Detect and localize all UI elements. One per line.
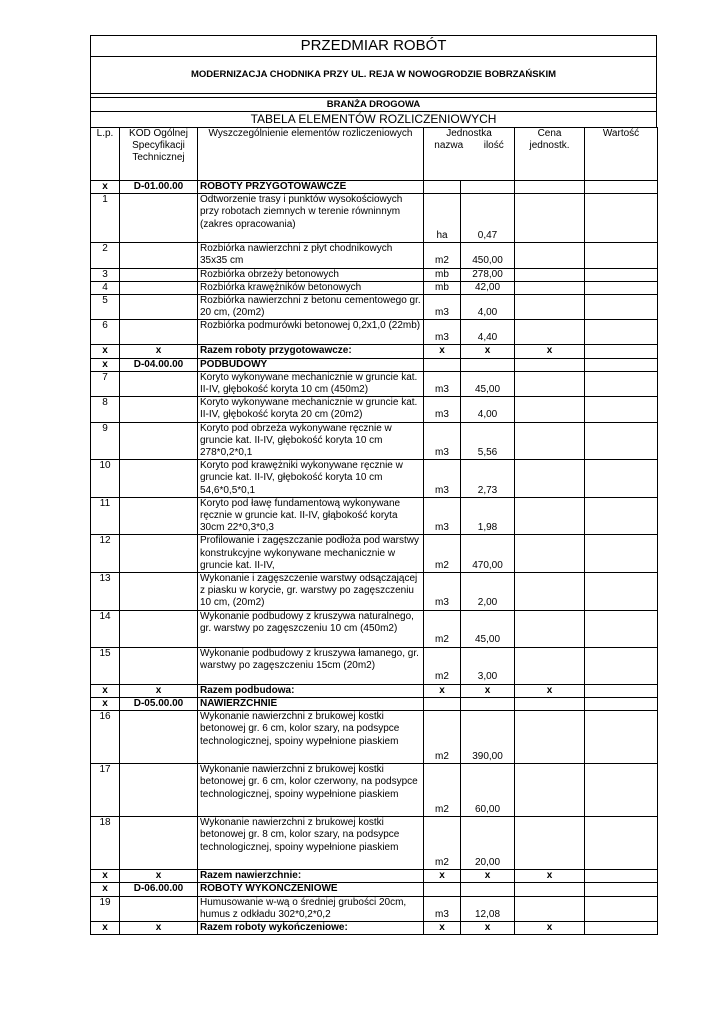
price-cell — [515, 194, 585, 243]
col-lp-header: L.p. — [91, 128, 120, 181]
table-row — [91, 268, 658, 281]
qty-cell: 2,73 — [461, 460, 515, 498]
section-title: NAWIERZCHNIE — [198, 697, 424, 710]
lp-cell: 19 — [91, 896, 120, 921]
description-cell: Wykonanie nawierzchni z brukowej kostki betonowej gr. 6 cm, kolor szary, na podsypce technologicznej, spoiny wypełnione piaskiem — [198, 711, 424, 764]
table-row — [91, 497, 658, 535]
unit-cell: m3 — [424, 397, 461, 422]
table-row — [91, 610, 658, 647]
summary-row — [91, 684, 658, 697]
unit-cell: m2 — [424, 711, 461, 764]
unit-cell: m2 — [424, 764, 461, 817]
unit-cell: m3 — [424, 320, 461, 345]
table-row — [91, 371, 658, 396]
price-cell — [515, 358, 585, 371]
lp-cell: 17 — [91, 764, 120, 817]
value-cell — [585, 697, 658, 710]
description-cell: Koryto wykonywane mechanicznie w gruncie kat. II-IV, głębokość koryta 10 cm (450m2) — [198, 371, 424, 396]
description-cell: Wykonanie podbudowy z kruszywa łamanego, gr. warstwy po zagęszczeniu 15cm (20m2) — [198, 647, 424, 684]
table-row — [91, 573, 658, 611]
lp-cell: 6 — [91, 320, 120, 345]
description-cell: Humusowanie w-wą o średniej grubości 20cm, humus z odkładu 302*0,2*0,2 — [198, 896, 424, 921]
value-cell — [585, 684, 658, 697]
price-cell — [515, 268, 585, 281]
lp-cell: 2 — [91, 243, 120, 268]
lp-cell: 12 — [91, 535, 120, 573]
description-cell: Rozbiórka nawierzchni z betonu cementowego gr. 20 cm, (20m2) — [198, 295, 424, 320]
kod-cell: D-05.00.00 — [120, 697, 198, 710]
project-name: MODERNIZACJA CHODNIKA PRZY UL. REJA W NOWOGRODZIE BOBRZAŃSKIM — [91, 57, 656, 94]
summary-label: Razem roboty wykończeniowe: — [198, 921, 424, 934]
kod-cell — [120, 281, 198, 294]
lp-cell: x — [91, 921, 120, 934]
description-cell: Rozbiórka nawierzchni z płyt chodnikowych 35x35 cm — [198, 243, 424, 268]
description-cell: Wykonanie i zagęszczenie warstwy odsączającej z piasku w korycie, gr. warstwy po zagęszczeniu 10 cm, (20m2) — [198, 573, 424, 611]
document-page — [90, 35, 657, 935]
kod-cell — [120, 295, 198, 320]
kod-cell: x — [120, 870, 198, 883]
value-cell — [585, 573, 658, 611]
price-cell — [515, 181, 585, 194]
lp-cell: 10 — [91, 460, 120, 498]
price-cell — [515, 697, 585, 710]
kod-cell: D-06.00.00 — [120, 883, 198, 896]
value-cell — [585, 870, 658, 883]
kod-cell — [120, 194, 198, 243]
section-row — [91, 697, 658, 710]
qty-cell: 450,00 — [461, 243, 515, 268]
unit-cell: x — [424, 345, 461, 358]
price-cell: x — [515, 870, 585, 883]
kod-cell — [120, 535, 198, 573]
description-cell: Rozbiórka podmurówki betonowej 0,2x1,0 (22mb) — [198, 320, 424, 345]
table-row — [91, 711, 658, 764]
value-cell — [585, 371, 658, 396]
lp-cell: 13 — [91, 573, 120, 611]
lp-cell: 9 — [91, 422, 120, 460]
table-row — [91, 243, 658, 268]
kod-cell — [120, 647, 198, 684]
price-cell — [515, 281, 585, 294]
lp-cell: x — [91, 358, 120, 371]
qty-cell — [461, 181, 515, 194]
kod-cell — [120, 243, 198, 268]
summary-row — [91, 345, 658, 358]
section-row — [91, 883, 658, 896]
table-row — [91, 535, 658, 573]
cost-table — [90, 127, 658, 935]
section-title: PODBUDOWY — [198, 358, 424, 371]
lp-cell: 4 — [91, 281, 120, 294]
summary-row — [91, 921, 658, 934]
qty-cell: 1,98 — [461, 497, 515, 535]
value-cell — [585, 181, 658, 194]
col-kod-header: KOD Ogólnej Specyfikacji Technicznej — [120, 128, 198, 181]
price-cell — [515, 460, 585, 498]
description-cell: Koryto pod krawężniki wykonywane ręcznie w gruncie kat. II-IV, głębokość koryta 10 cm 54,6*0,5*0,1 — [198, 460, 424, 498]
price-cell — [515, 422, 585, 460]
table-row — [91, 320, 658, 345]
qty-cell: 0,47 — [461, 194, 515, 243]
value-cell — [585, 320, 658, 345]
price-cell — [515, 610, 585, 647]
description-cell: Koryto wykonywane mechanicznie w gruncie kat. II-IV, głębokość koryta 20 cm (20m2) — [198, 397, 424, 422]
qty-cell: 278,00 — [461, 268, 515, 281]
value-cell — [585, 817, 658, 870]
table-title: TABELA ELEMENTÓW ROZLICZENIOWYCH — [250, 112, 497, 126]
kod-cell: D-04.00.00 — [120, 358, 198, 371]
qty-cell: 5,56 — [461, 422, 515, 460]
value-cell — [585, 194, 658, 243]
qty-cell — [461, 697, 515, 710]
value-cell — [585, 921, 658, 934]
unit-cell: mb — [424, 268, 461, 281]
lp-cell: 1 — [91, 194, 120, 243]
qty-cell: 2,00 — [461, 573, 515, 611]
value-cell — [585, 397, 658, 422]
unit-cell: ha — [424, 194, 461, 243]
kod-cell — [120, 371, 198, 396]
price-cell — [515, 371, 585, 396]
unit-cell: mb — [424, 281, 461, 294]
unit-cell — [424, 181, 461, 194]
kod-cell — [120, 764, 198, 817]
qty-cell: 12,08 — [461, 896, 515, 921]
summary-row — [91, 870, 658, 883]
qty-cell: 4,00 — [461, 295, 515, 320]
value-cell — [585, 243, 658, 268]
table-row — [91, 281, 658, 294]
table-row — [91, 460, 658, 498]
col-unit-name-label: nazwa — [434, 140, 464, 152]
lp-cell: 18 — [91, 817, 120, 870]
qty-cell: 20,00 — [461, 817, 515, 870]
price-cell — [515, 397, 585, 422]
qty-cell: 42,00 — [461, 281, 515, 294]
kod-cell — [120, 397, 198, 422]
kod-cell — [120, 817, 198, 870]
unit-cell: m3 — [424, 295, 461, 320]
value-cell — [585, 358, 658, 371]
unit-cell: m2 — [424, 243, 461, 268]
unit-cell: x — [424, 870, 461, 883]
value-cell — [585, 345, 658, 358]
lp-cell: x — [91, 345, 120, 358]
kod-cell: D-01.00.00 — [120, 181, 198, 194]
price-cell — [515, 497, 585, 535]
qty-cell: x — [461, 684, 515, 697]
col-unit-group-label: Jednostka — [446, 128, 492, 139]
qty-cell: x — [461, 345, 515, 358]
qty-cell — [461, 358, 515, 371]
description-cell: Rozbiórka obrzeży betonowych — [198, 268, 424, 281]
unit-cell: m3 — [424, 497, 461, 535]
price-cell: x — [515, 345, 585, 358]
price-cell — [515, 243, 585, 268]
table-row — [91, 817, 658, 870]
table-row — [91, 647, 658, 684]
unit-cell: m3 — [424, 371, 461, 396]
kod-cell — [120, 460, 198, 498]
price-cell — [515, 295, 585, 320]
unit-cell: m3 — [424, 573, 461, 611]
document-title: PRZEDMIAR ROBÓT — [91, 36, 656, 57]
unit-cell: x — [424, 921, 461, 934]
unit-cell: m3 — [424, 896, 461, 921]
table-row — [91, 764, 658, 817]
value-cell — [585, 295, 658, 320]
qty-cell: 60,00 — [461, 764, 515, 817]
lp-cell: x — [91, 684, 120, 697]
value-cell — [585, 422, 658, 460]
lp-cell: 3 — [91, 268, 120, 281]
price-cell — [515, 764, 585, 817]
lp-cell: 16 — [91, 711, 120, 764]
qty-cell: 3,00 — [461, 647, 515, 684]
qty-cell: 390,00 — [461, 711, 515, 764]
price-cell — [515, 535, 585, 573]
value-cell — [585, 711, 658, 764]
description-cell: Koryto pod obrzeża wykonywane ręcznie w gruncie kat. II-IV, głębokość koryta 10 cm 278*0,2*0,1 — [198, 422, 424, 460]
description-cell: Profilowanie i zagęszczanie podłoża pod warstwy konstrukcyjne wykonywane mechanicznie w gruncie kat. II-IV, — [198, 535, 424, 573]
price-cell — [515, 573, 585, 611]
kod-cell — [120, 610, 198, 647]
lp-cell: x — [91, 181, 120, 194]
lp-cell: 7 — [91, 371, 120, 396]
qty-cell — [461, 883, 515, 896]
price-cell: x — [515, 921, 585, 934]
unit-cell: m3 — [424, 422, 461, 460]
unit-cell: x — [424, 684, 461, 697]
description-cell: Odtworzenie trasy i punktów wysokościowych przy robotach ziemnych w terenie równinnym (zakres opracowania) — [198, 194, 424, 243]
lp-cell: 15 — [91, 647, 120, 684]
unit-cell — [424, 358, 461, 371]
price-cell — [515, 896, 585, 921]
qty-cell: 45,00 — [461, 371, 515, 396]
description-cell: Koryto pod ławę fundamentową wykonywane ręcznie w gruncie kat. II-IV, głąbokość koryta 30cm 22*0,3*0,3 — [198, 497, 424, 535]
section-title: ROBOTY WYKOŃCZENIOWE — [198, 883, 424, 896]
document-header — [90, 35, 657, 127]
unit-cell: m3 — [424, 460, 461, 498]
table-row — [91, 896, 658, 921]
lp-cell: x — [91, 870, 120, 883]
unit-cell: m2 — [424, 610, 461, 647]
description-cell: Wykonanie nawierzchni z brukowej kostki betonowej gr. 8 cm, kolor szary, na podsypce technologicznej, spoiny wypełnione piaskiem — [198, 817, 424, 870]
col-unit-header — [424, 128, 515, 181]
price-cell — [515, 320, 585, 345]
value-cell — [585, 268, 658, 281]
lp-cell: 11 — [91, 497, 120, 535]
kod-cell — [120, 573, 198, 611]
unit-cell: m2 — [424, 647, 461, 684]
value-cell — [585, 883, 658, 896]
table-row — [91, 422, 658, 460]
col-desc-header: Wyszczególnienie elementów rozliczeniowych — [198, 128, 424, 181]
kod-cell — [120, 497, 198, 535]
col-price-header: Cena jednostk. — [515, 128, 585, 181]
section-row — [91, 358, 658, 371]
table-row — [91, 194, 658, 243]
value-cell — [585, 460, 658, 498]
price-cell: x — [515, 684, 585, 697]
table-row — [91, 397, 658, 422]
unit-cell — [424, 883, 461, 896]
lp-cell: 14 — [91, 610, 120, 647]
summary-label: Razem nawierzchnie: — [198, 870, 424, 883]
kod-cell — [120, 896, 198, 921]
lp-cell: x — [91, 697, 120, 710]
description-cell: Wykonanie nawierzchni z brukowej kostki betonowej gr. 6 cm, kolor czerwony, na podsypce technologicznej, spoiny wypełnione piaskiem — [198, 764, 424, 817]
qty-cell: 4,00 — [461, 397, 515, 422]
unit-cell: m2 — [424, 817, 461, 870]
col-value-header: Wartość — [585, 128, 658, 181]
kod-cell — [120, 268, 198, 281]
qty-cell: 4,40 — [461, 320, 515, 345]
lp-cell: 8 — [91, 397, 120, 422]
qty-cell: x — [461, 870, 515, 883]
unit-cell: m2 — [424, 535, 461, 573]
table-row — [91, 295, 658, 320]
value-cell — [585, 896, 658, 921]
price-cell — [515, 817, 585, 870]
kod-cell — [120, 422, 198, 460]
qty-cell: 470,00 — [461, 535, 515, 573]
kod-cell: x — [120, 684, 198, 697]
price-cell — [515, 883, 585, 896]
price-cell — [515, 647, 585, 684]
price-cell — [515, 711, 585, 764]
summary-label: Razem podbudowa: — [198, 684, 424, 697]
qty-cell: 45,00 — [461, 610, 515, 647]
value-cell — [585, 647, 658, 684]
description-cell: Rozbiórka krawężników betonowych — [198, 281, 424, 294]
section-row — [91, 181, 658, 194]
kod-cell — [120, 711, 198, 764]
lp-cell: 5 — [91, 295, 120, 320]
kod-cell — [120, 320, 198, 345]
branch-name: BRANŻA DROGOWA — [91, 97, 656, 112]
section-title: ROBOTY PRZYGOTOWAWCZE — [198, 181, 424, 194]
description-cell: Wykonanie podbudowy z kruszywa naturalnego, gr. warstwy po zagęszczeniu 10 cm (450m2) — [198, 610, 424, 647]
value-cell — [585, 535, 658, 573]
kod-cell: x — [120, 345, 198, 358]
unit-cell — [424, 697, 461, 710]
value-cell — [585, 281, 658, 294]
qty-cell: x — [461, 921, 515, 934]
kod-cell: x — [120, 921, 198, 934]
value-cell — [585, 497, 658, 535]
value-cell — [585, 610, 658, 647]
lp-cell: x — [91, 883, 120, 896]
value-cell — [585, 764, 658, 817]
summary-label: Razem roboty przygotowawcze: — [198, 345, 424, 358]
col-unit-qty-label: ilość — [483, 140, 504, 152]
